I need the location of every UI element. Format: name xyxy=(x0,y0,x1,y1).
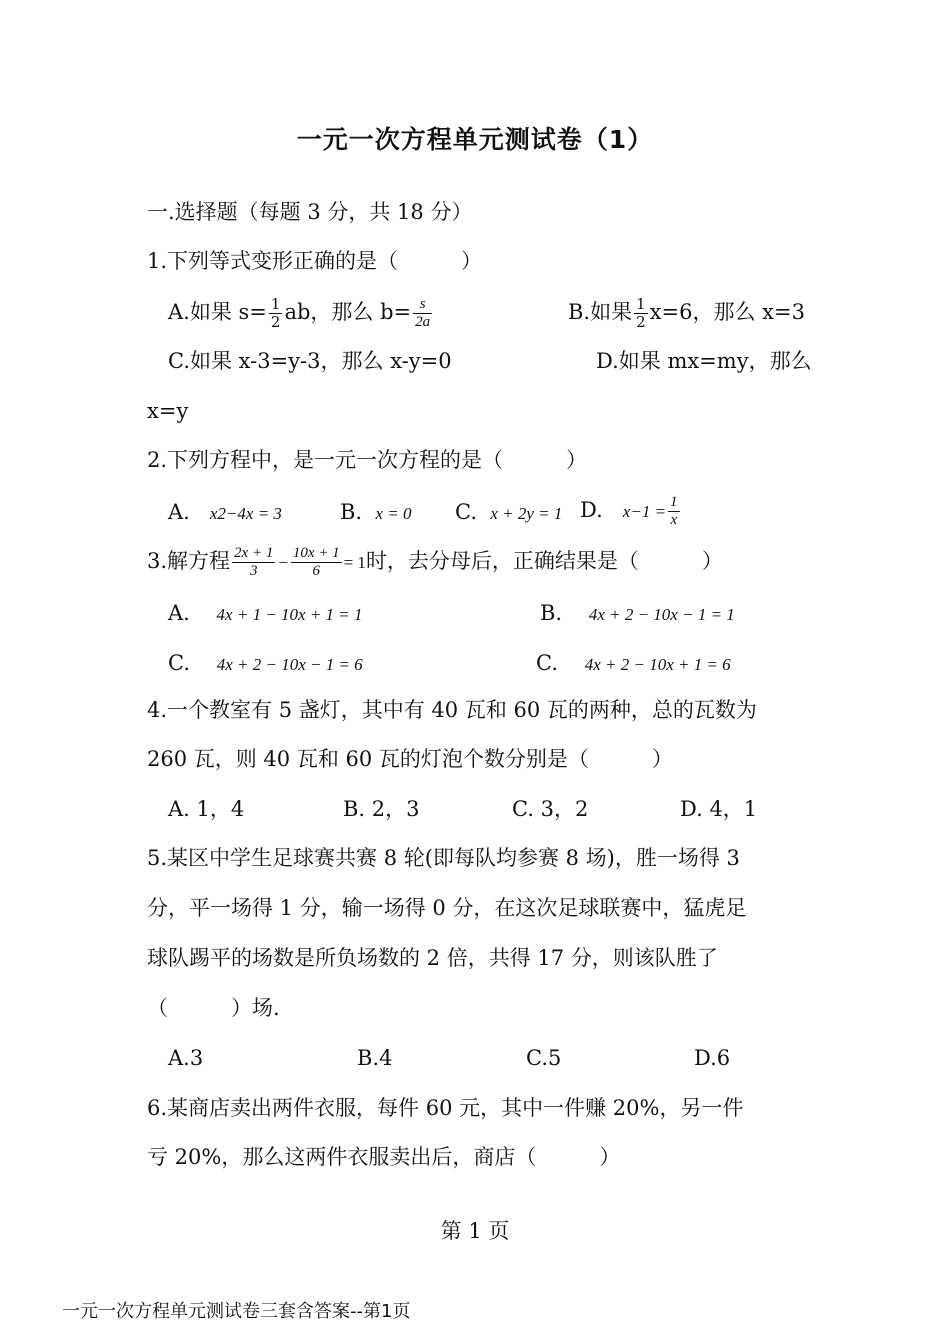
question-3-option-b: B. 4x + 2 − 10x − 1 = 1 xyxy=(540,601,735,625)
question-5-line-3: 球队踢平的场数是所负场数的 2 倍，共得 17 分，则该队胜了 xyxy=(147,946,718,970)
question-5-line-1: 5.某区中学生足球赛共赛 8 轮(即每队均参赛 8 场)，胜一场得 3 xyxy=(147,846,740,870)
question-3-option-a: A. 4x + 1 − 10x + 1 = 1 xyxy=(168,601,363,625)
question-1-option-a: A.如果 s= $\frac{1}{2}$ ab，那么 b= $\frac{s}{2a}$ xyxy=(168,295,431,331)
fraction: $\frac{1}{x}$ xyxy=(670,494,678,528)
question-4-option-a: A. 1，4 xyxy=(168,797,245,821)
fraction: $\frac{1}{2}$ xyxy=(270,295,281,331)
question-6-line-2: 亏 20%，那么这两件衣服卖出后，商店（ ） xyxy=(147,1145,621,1169)
question-3-option-c: C. 4x + 2 − 10x − 1 = 6 xyxy=(168,651,363,675)
fraction: $\frac{10x + 1}{6}$ xyxy=(292,545,340,579)
footer-caption: 一元一次方程单元测试卷三套含答案--第1页 xyxy=(62,1301,411,1322)
section-heading: 一.选择题（每题 3 分，共 18 分） xyxy=(147,200,473,224)
question-3-stem: 3.解方程 $\frac{2x + 1}{3}$ − $\frac{10x + 1}{6}$ = 1时，去分母后，正确结果是（ ） xyxy=(147,545,723,579)
page-title: 一元一次方程单元测试卷（1） xyxy=(296,125,654,154)
question-4-option-b: B. 2，3 xyxy=(343,797,420,821)
question-4-option-d: D. 4，1 xyxy=(680,797,758,821)
page-number: 第 1 页 xyxy=(440,1219,510,1243)
fraction: $\frac{1}{2}$ xyxy=(636,295,646,331)
question-5-option-d: D.6 xyxy=(694,1046,731,1070)
question-5-option-c: C.5 xyxy=(526,1046,562,1070)
question-1-option-b: B.如果 $\frac{1}{2}$ x=6，那么 x=3 xyxy=(568,295,805,331)
question-1-option-d: D.如果 mx=my，那么 xyxy=(596,349,812,373)
question-1-option-d-continued: x=y xyxy=(147,399,189,423)
question-2-option-a: A. x2−4x = 3 xyxy=(168,500,282,524)
question-5-option-a: A.3 xyxy=(168,1046,204,1070)
question-2-stem: 2.下列方程中，是一元一次方程的是（ ） xyxy=(147,448,588,472)
fraction: $\frac{2x + 1}{3}$ xyxy=(234,545,274,579)
question-4-option-c: C. 3，2 xyxy=(512,797,589,821)
question-1-stem: 1.下列等式变形正确的是（ ） xyxy=(147,249,483,273)
question-5-option-b: B.4 xyxy=(357,1046,393,1070)
question-3-option-d: C. 4x + 2 − 10x + 1 = 6 xyxy=(536,651,731,675)
question-5-line-4: （ ）场. xyxy=(147,996,280,1020)
question-1-option-c: C.如果 x-3=y-3，那么 x-y=0 xyxy=(168,349,452,373)
question-4-line-1: 4.一个教室有 5 盏灯，其中有 40 瓦和 60 瓦的两种，总的瓦数为 xyxy=(147,698,757,722)
question-2-option-c: C. x + 2y = 1 xyxy=(455,500,563,524)
fraction: $\frac{s}{2a}$ xyxy=(415,296,431,330)
question-2-option-d: D. x−1 = $\frac{1}{x}$ xyxy=(580,494,678,528)
question-6-line-1: 6.某商店卖出两件衣服，每件 60 元，其中一件赚 20%，另一件 xyxy=(147,1096,744,1120)
question-5-line-2: 分，平一场得 1 分，输一场得 0 分，在这次足球联赛中，猛虎足 xyxy=(147,896,747,920)
question-4-line-2: 260 瓦，则 40 瓦和 60 瓦的灯泡个数分别是（ ） xyxy=(147,747,673,771)
question-2-option-b: B. x = 0 xyxy=(340,500,412,524)
